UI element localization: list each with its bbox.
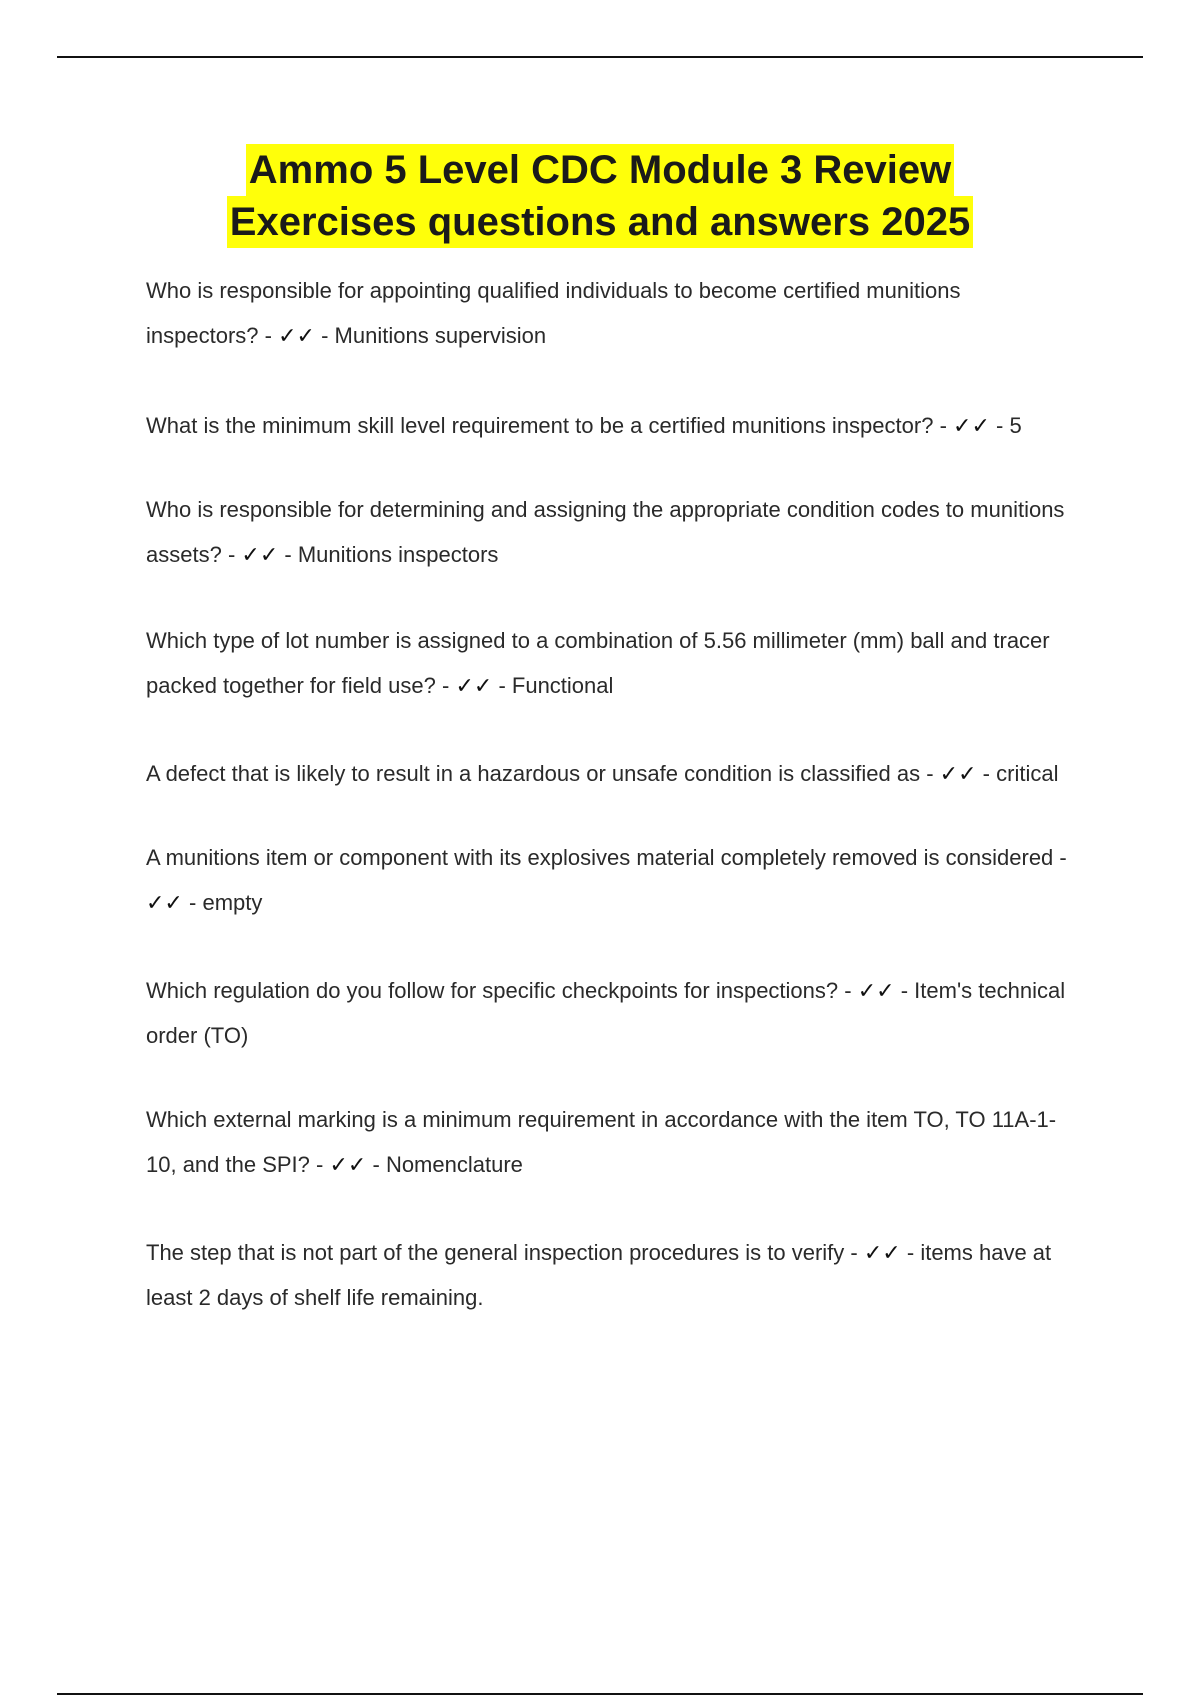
separator: - — [996, 413, 1004, 438]
answer-text: critical — [996, 761, 1059, 786]
title-line-2: Exercises questions and answers 2025 — [227, 196, 973, 248]
double-check-icon: ✓✓ — [455, 673, 493, 698]
qa-item — [146, 268, 1076, 358]
separator: - — [264, 323, 272, 348]
double-check-icon: ✓✓ — [953, 413, 990, 438]
qa-item — [146, 487, 1076, 577]
separator: - — [284, 542, 292, 567]
question-text: The step that is not part of the general inspection procedures is to verify — [146, 1240, 845, 1265]
question-text: What is the minimum skill level requirement to be a certified munitions inspector? — [146, 413, 934, 438]
qa-item — [146, 751, 1076, 796]
separator: - — [850, 1240, 858, 1265]
double-check-icon: ✓✓ — [857, 978, 895, 1003]
qa-item — [146, 968, 1076, 1058]
separator: - — [982, 761, 990, 786]
qa-item — [146, 1230, 1076, 1320]
answer-text: 5 — [1009, 413, 1022, 438]
separator: - — [227, 542, 236, 567]
question-text: A defect that is likely to result in a hazardous or unsafe condition is classified as — [146, 761, 921, 786]
question-text: Which regulation do you follow for specific checkpoints for inspections? — [146, 978, 839, 1003]
title-line-1: Ammo 5 Level CDC Module 3 Review — [246, 144, 954, 196]
separator: - — [939, 413, 947, 438]
separator: - — [900, 978, 909, 1003]
answer-text: Munitions supervision — [334, 323, 547, 348]
answer-text: Item's technical order (TO) — [146, 978, 1066, 1048]
qa-item — [146, 403, 1076, 448]
separator: - — [441, 673, 450, 698]
double-check-icon: ✓✓ — [241, 542, 279, 567]
bottom-rule — [57, 1693, 1143, 1695]
answer-text: Munitions inspectors — [297, 542, 499, 567]
separator: - — [189, 890, 197, 915]
separator: - — [321, 323, 329, 348]
answer-text: Nomenclature — [385, 1152, 523, 1177]
separator: - — [1059, 845, 1067, 870]
double-check-icon: ✓✓ — [863, 1240, 901, 1265]
separator: - — [498, 673, 506, 698]
separator: - — [844, 978, 852, 1003]
answer-text: empty — [202, 890, 263, 915]
answer-text: Functional — [511, 673, 614, 698]
question-text: Which external marking is a minimum requirement in accordance with the item TO, TO 11A-1-10, and the SPI? — [146, 1107, 1057, 1177]
question-text: Who is responsible for appointing qualified individuals to become certified munitions inspectors? — [146, 278, 961, 348]
double-check-icon: ✓✓ — [939, 761, 977, 786]
answer-text: items have at least 2 days of shelf life remaining. — [146, 1240, 1052, 1310]
question-text: A munitions item or component with its explosives material completely removed is considered — [146, 845, 1054, 870]
qa-item — [146, 835, 1076, 925]
qa-item — [146, 618, 1076, 708]
page-title — [0, 144, 1200, 248]
separator: - — [372, 1152, 380, 1177]
question-text: Who is responsible for determining and assigning the appropriate condition codes to munitions assets? — [146, 497, 1065, 567]
question-text: Which type of lot number is assigned to a combination of 5.56 millimeter (mm) ball and tracer packed together for field use? — [146, 628, 1050, 698]
separator: - — [926, 761, 934, 786]
double-check-icon: ✓✓ — [146, 890, 183, 915]
double-check-icon: ✓✓ — [278, 323, 315, 348]
separator: - — [906, 1240, 915, 1265]
separator: - — [316, 1152, 324, 1177]
qa-list — [146, 268, 1076, 1365]
top-rule — [57, 56, 1143, 58]
qa-item — [146, 1097, 1076, 1187]
double-check-icon: ✓✓ — [329, 1152, 367, 1177]
